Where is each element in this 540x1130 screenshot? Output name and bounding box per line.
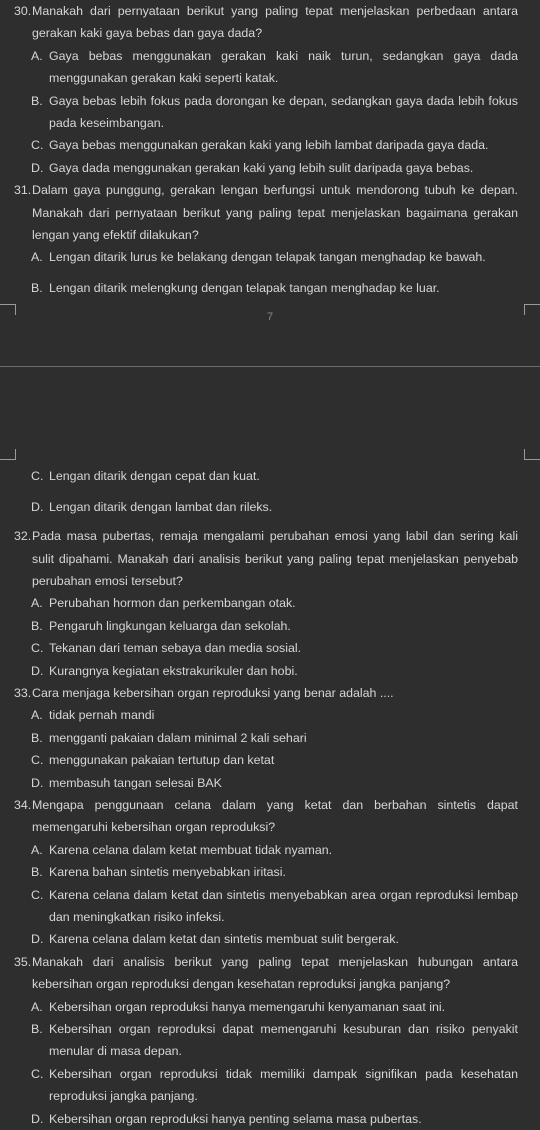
question-34 xyxy=(14,794,518,951)
option-text: Tekanan dari teman sebaya dan media sosial. xyxy=(49,641,302,656)
option-c xyxy=(31,749,518,771)
page-divider xyxy=(0,366,540,367)
question-31 xyxy=(14,179,518,299)
option-a xyxy=(31,45,518,90)
option-letter: A. xyxy=(31,250,43,265)
option-b xyxy=(31,861,518,883)
option-letter: D. xyxy=(31,499,44,514)
option-text: Karena celana dalam ketat dan sintetis membuat sulit bergerak. xyxy=(49,932,399,947)
question-text: 31. Dalam gaya punggung, gerakan lengan berfungsi untuk mendorong tubuh ke depan. Manakah dari pernyataan berikut yang paling tepat menjelaskan bagaimana gerakan lengan yang efektif dilakukan? xyxy=(14,179,518,246)
question-35 xyxy=(14,951,518,1130)
option-c xyxy=(31,637,518,659)
option-text: Kebersihan organ reproduksi hanya memengaruhi kenyamanan saat ini. xyxy=(49,999,446,1014)
option-text: tidak pernah mandi xyxy=(49,708,155,723)
question-number: 32. xyxy=(14,529,32,544)
option-letter: B. xyxy=(31,93,43,108)
option-a xyxy=(31,246,518,268)
option-a xyxy=(31,704,518,726)
option-d xyxy=(31,660,518,682)
option-text: Pengaruh lingkungan keluarga dan sekolah. xyxy=(49,618,291,633)
option-text: Karena bahan sintetis menyebabkan iritasi. xyxy=(49,865,286,880)
option-c xyxy=(31,884,518,929)
option-letter: A. xyxy=(31,596,43,611)
option-letter: A. xyxy=(31,708,43,723)
crop-mark-bottom-left xyxy=(0,449,16,460)
option-text: Lengan ditarik dengan lambat dan rileks. xyxy=(49,499,273,514)
option-letter: D. xyxy=(31,932,44,947)
question-text: 33. Cara menjaga kebersihan organ reproduksi yang benar adalah .... xyxy=(14,682,518,704)
option-b xyxy=(31,90,518,135)
page-number: 7 xyxy=(266,311,274,324)
option-text: Kurangnya kegiatan ekstrakurikuler dan hobi. xyxy=(49,663,298,678)
option-a xyxy=(31,996,518,1018)
question-30 xyxy=(14,0,518,179)
option-letter: A. xyxy=(31,842,43,857)
option-d xyxy=(31,496,518,518)
option-d xyxy=(31,772,518,794)
option-text: menggunakan pakaian tertutup dan ketat xyxy=(49,753,275,768)
option-b xyxy=(31,277,518,299)
question-number: 30. xyxy=(14,4,32,18)
option-text: Karena celana dalam ketat membuat tidak nyaman. xyxy=(49,842,333,857)
option-text: Gaya bebas lebih fokus pada dorongan ke depan, sedangkan gaya dada lebih fokus pada keseimbangan. xyxy=(49,93,518,131)
question-32 xyxy=(14,525,518,682)
option-b xyxy=(31,727,518,749)
option-text: Karena celana dalam ketat dan sintetis menyebabkan area organ reproduksi lembap dan meningkatkan risiko infeksi. xyxy=(49,887,518,924)
option-letter: D. xyxy=(31,663,44,678)
option-b xyxy=(31,615,518,637)
option-text: Gaya bebas menggunakan gerakan kaki naik turun, sedangkan gaya dada menggunakan gerakan kaki seperti katak. xyxy=(49,48,518,86)
option-a xyxy=(31,592,518,614)
option-letter: B. xyxy=(31,1022,43,1037)
question-number: 34. xyxy=(14,797,32,812)
option-letter: D. xyxy=(31,775,44,790)
option-text: mengganti pakaian dalam minimal 2 kali sehari xyxy=(49,730,307,745)
option-letter: B. xyxy=(31,730,43,745)
option-letter: C. xyxy=(31,469,44,484)
option-text: Lengan ditarik lurus ke belakang dengan telapak tangan menghadap ke bawah. xyxy=(49,250,486,265)
option-a xyxy=(31,839,518,861)
option-letter: C. xyxy=(31,138,44,153)
option-c xyxy=(31,134,518,156)
option-text: Lengan ditarik melengkung dengan telapak tangan menghadap ke luar. xyxy=(49,280,440,295)
option-text: membasuh tangan selesai BAK xyxy=(49,775,222,790)
option-text: Kebersihan organ reproduksi tidak memiliki dampak signifikan pada kesehatan reproduksi jangka panjang. xyxy=(49,1066,518,1104)
question-text: 34. Mengapa penggunaan celana dalam yang ketat dan berbahan sintetis dapat memengaruhi kebersihan organ reproduksi? xyxy=(14,794,518,839)
question-text: 32. Pada masa pubertas, remaja mengalami perubahan emosi yang labil dan sering kali sulit dipahami. Manakah dari analisis berikut yang paling tepat menjelaskan penyebab perubahan emosi tersebut? xyxy=(14,525,518,592)
option-letter: C. xyxy=(31,887,44,902)
option-d xyxy=(31,157,518,179)
option-letter: C. xyxy=(31,641,44,656)
option-letter: B. xyxy=(31,865,43,880)
question-number: 35. xyxy=(14,954,32,969)
option-letter: A. xyxy=(31,48,43,63)
question-text: 30. Manakah dari pernyataan berikut yang paling tepat menjelaskan perbedaan antara gerakan kaki gaya bebas dan gaya dada? xyxy=(14,0,518,45)
option-letter: D. xyxy=(31,160,44,175)
crop-mark-bottom-right xyxy=(524,449,540,460)
option-text: Perubahan hormon dan perkembangan otak. xyxy=(49,596,296,611)
page-break xyxy=(0,299,540,465)
option-letter: B. xyxy=(31,618,43,633)
option-letter: A. xyxy=(31,999,43,1014)
option-text: Lengan ditarik dengan cepat dan kuat. xyxy=(49,469,260,484)
question-33 xyxy=(14,682,518,794)
option-b xyxy=(31,1018,518,1063)
option-d xyxy=(31,928,518,950)
option-text: Gaya dada menggunakan gerakan kaki yang lebih sulit daripada gaya bebas. xyxy=(49,160,474,175)
question-text: 35. Manakah dari analisis berikut yang paling tepat menjelaskan hubungan antara kebersihan organ reproduksi dengan kesehatan reproduksi jangka panjang? xyxy=(14,951,518,996)
option-letter: B. xyxy=(31,280,43,295)
page-top xyxy=(0,0,540,299)
question-31-continued xyxy=(14,465,518,518)
option-letter: D. xyxy=(31,1111,44,1126)
option-c xyxy=(31,1063,518,1108)
option-text: Kebersihan organ reproduksi dapat memengaruhi kesuburan dan risiko penyakit menular di masa depan. xyxy=(49,1022,518,1059)
option-text: Kebersihan organ reproduksi hanya penting selama masa pubertas. xyxy=(49,1111,422,1126)
option-letter: C. xyxy=(31,753,44,768)
option-text: Gaya bebas menggunakan gerakan kaki yang lebih lambat daripada gaya dada. xyxy=(49,138,489,153)
question-number: 31. xyxy=(14,183,32,198)
page-bottom xyxy=(0,465,540,1130)
option-letter: C. xyxy=(31,1066,44,1081)
question-number: 33. xyxy=(14,685,32,700)
option-c xyxy=(31,465,518,487)
